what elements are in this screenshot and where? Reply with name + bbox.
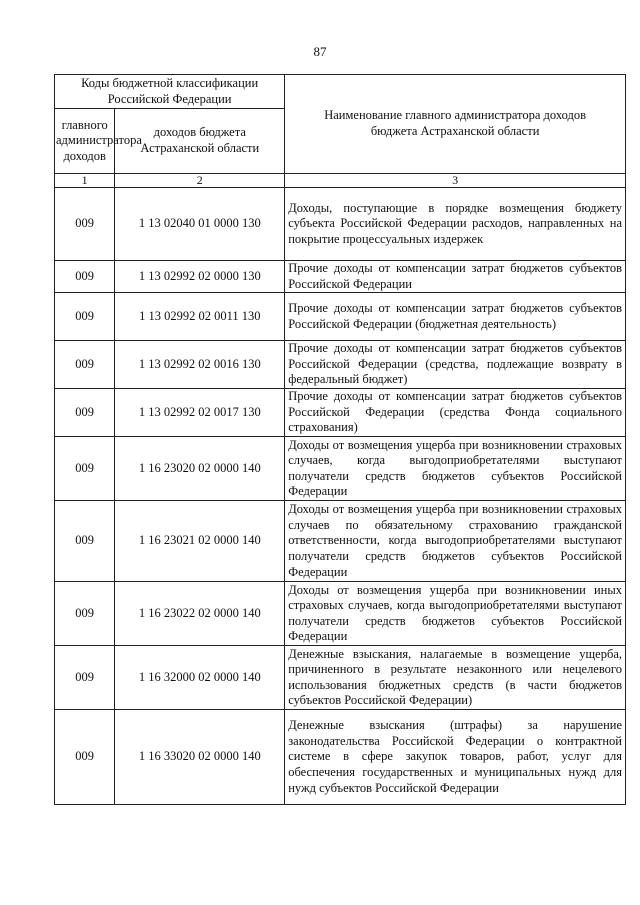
table-row bbox=[55, 710, 626, 805]
table-row bbox=[55, 437, 626, 501]
column-number-3: 3 bbox=[285, 174, 626, 188]
income-name: Доходы от возмещения ущерба при возникновении иных страховых случаев, когда выгодоприобретателями выступают получатели средств бюджетов субъектов Российской Федерации bbox=[285, 582, 626, 646]
table-row bbox=[55, 646, 626, 710]
budget-classification-table bbox=[54, 74, 626, 805]
income-code: 1 16 33020 02 0000 140 bbox=[115, 710, 285, 805]
admin-code: 009 bbox=[55, 389, 115, 437]
admin-code: 009 bbox=[55, 437, 115, 501]
header-income-column: доходов бюджета Астраханской области bbox=[115, 109, 285, 174]
table-row bbox=[55, 389, 626, 437]
income-code: 1 13 02992 02 0000 130 bbox=[115, 261, 285, 293]
income-code: 1 16 23021 02 0000 140 bbox=[115, 501, 285, 582]
column-number-2: 2 bbox=[115, 174, 285, 188]
income-code: 1 13 02992 02 0017 130 bbox=[115, 389, 285, 437]
income-code: 1 13 02992 02 0011 130 bbox=[115, 293, 285, 341]
admin-code: 009 bbox=[55, 582, 115, 646]
admin-code: 009 bbox=[55, 188, 115, 261]
income-name: Прочие доходы от компенсации затрат бюджетов субъектов Российской Федерации (средства, подлежащие возврату в федеральный бюджет) bbox=[285, 341, 626, 389]
admin-code: 009 bbox=[55, 646, 115, 710]
income-name: Прочие доходы от компенсации затрат бюджетов субъектов Российской Федерации (бюджетная деятельность) bbox=[285, 293, 626, 341]
income-name: Денежные взыскания (штрафы) за нарушение законодательства Российской Федерации о контрактной системе в сфере закупок товаров, работ, услуг для обеспечения государственных и муниципальных нужд для нужд субъектов Российской Федерации bbox=[285, 710, 626, 805]
income-code: 1 16 32000 02 0000 140 bbox=[115, 646, 285, 710]
table-row bbox=[55, 501, 626, 582]
income-name: Прочие доходы от компенсации затрат бюджетов субъектов Российской Федерации (средства Фонда социального страхования) bbox=[285, 389, 626, 437]
admin-code: 009 bbox=[55, 341, 115, 389]
page-number: 87 bbox=[313, 44, 327, 59]
table-row bbox=[55, 293, 626, 341]
column-numbers-row bbox=[55, 174, 626, 188]
admin-code: 009 bbox=[55, 710, 115, 805]
admin-code: 009 bbox=[55, 261, 115, 293]
income-code: 1 13 02040 01 0000 130 bbox=[115, 188, 285, 261]
income-name: Прочие доходы от компенсации затрат бюджетов субъектов Российской Федерации bbox=[285, 261, 626, 293]
income-name: Доходы, поступающие в порядке возмещения бюджету субъекта Российской Федерации расходов, направленных на покрытие процессуальных издержек bbox=[285, 188, 626, 261]
income-name: Доходы от возмещения ущерба при возникновении страховых случаев, когда выгодоприобретателями выступают получатели средств бюджетов субъектов Российской Федерации bbox=[285, 437, 626, 501]
table-row bbox=[55, 582, 626, 646]
header-group-title: Коды бюджетной классификации Российской Федерации bbox=[55, 75, 285, 109]
income-code: 1 16 23022 02 0000 140 bbox=[115, 582, 285, 646]
table-row bbox=[55, 188, 626, 261]
table-row bbox=[55, 261, 626, 293]
header-row-group bbox=[55, 75, 626, 109]
admin-code: 009 bbox=[55, 293, 115, 341]
header-name-column: Наименование главного администратора доходов бюджета Астраханской области bbox=[285, 75, 626, 174]
table-row bbox=[55, 341, 626, 389]
income-code: 1 16 23020 02 0000 140 bbox=[115, 437, 285, 501]
income-name: Денежные взыскания, налагаемые в возмещение ущерба, причиненного в результате незаконного или нецелевого использования бюджетных средств (в части бюджетов субъектов Российской Федерации) bbox=[285, 646, 626, 710]
income-name: Доходы от возмещения ущерба при возникновении страховых случаев по обязательному страхованию гражданской ответственности, когда выгодоприобретателями выступают получатели средств бюджетов субъектов Российской Федерации bbox=[285, 501, 626, 582]
income-code: 1 13 02992 02 0016 130 bbox=[115, 341, 285, 389]
header-admin-column: главного администратора доходов bbox=[55, 109, 115, 174]
column-number-1: 1 bbox=[55, 174, 115, 188]
admin-code: 009 bbox=[55, 501, 115, 582]
